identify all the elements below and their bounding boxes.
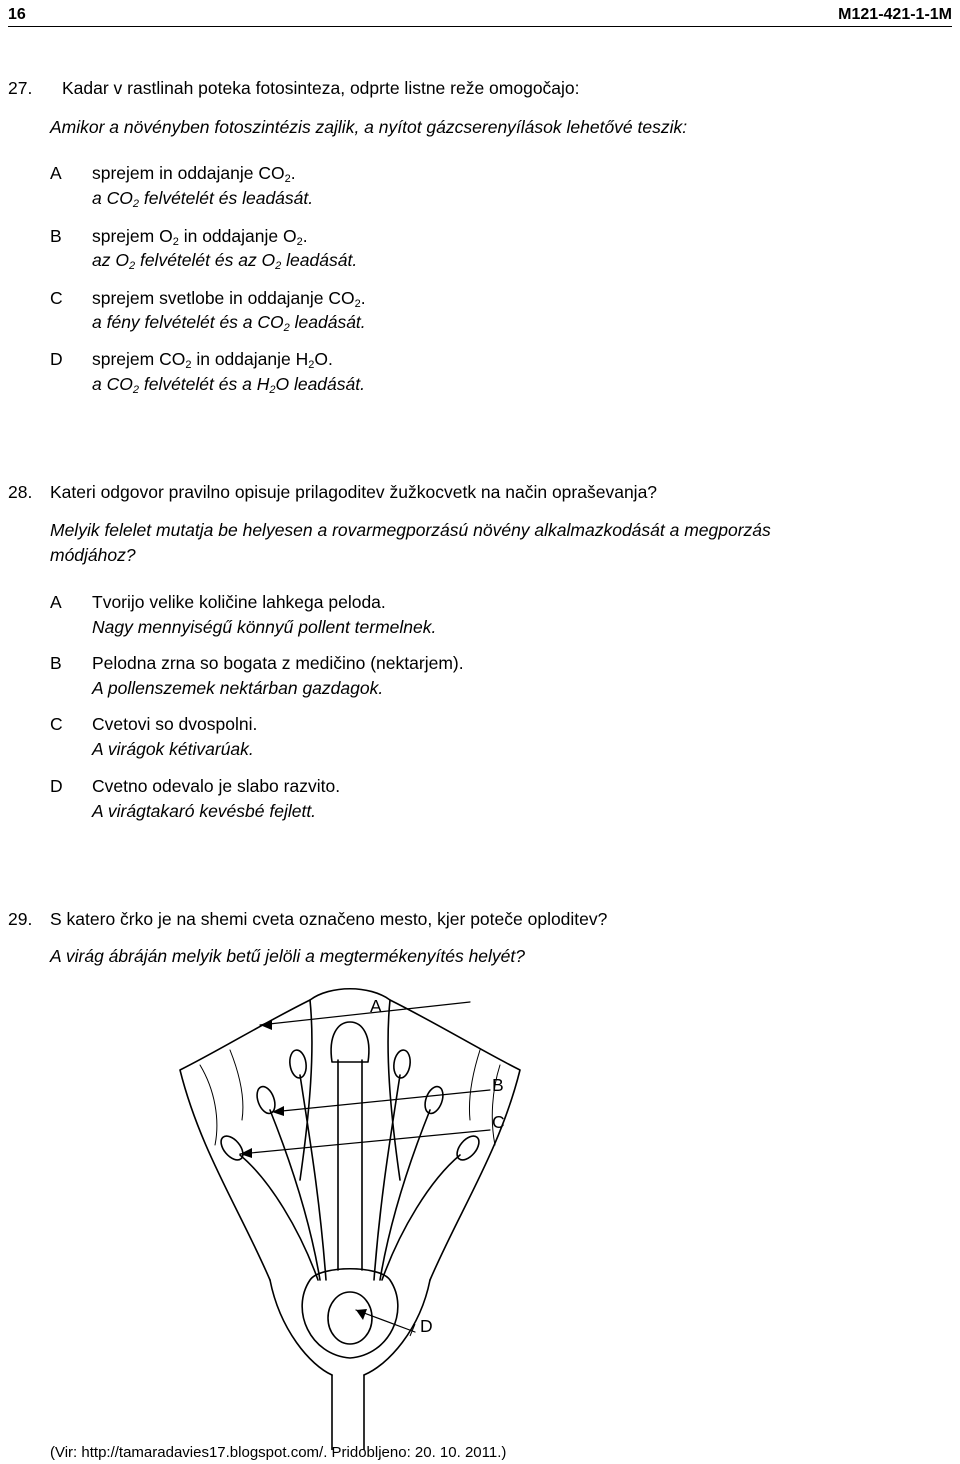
option-letter: D: [50, 776, 63, 796]
q28-number: 28.: [8, 482, 33, 502]
option-text-hu: az $O_2$ felvételét és az $O_2$ leadását.: [92, 250, 358, 272]
diagram-label-d: D: [420, 1316, 433, 1336]
option-text-hu: A pollenszemek nektárban gazdagok.: [92, 678, 384, 698]
option-text-sl: sprejem $CO_2$ in oddajanje $H_2O$.: [92, 349, 333, 371]
page-number: 16: [8, 6, 26, 23]
option-text-sl: sprejem svetlobe in oddajanje $CO_2$.: [92, 288, 366, 310]
option-letter: A: [50, 163, 62, 183]
option-letter: B: [50, 226, 62, 246]
q29-question-sl: S katero črko je na shemi cveta označeno mesto, kjer poteče oploditev?: [50, 909, 608, 929]
option-letter: D: [50, 349, 63, 369]
option-letter: B: [50, 653, 62, 673]
anther: [422, 1084, 447, 1116]
exam-code: M121-421-1-1M: [838, 6, 952, 23]
option-text-sl: Cvetovi so dvospolni.: [92, 714, 258, 734]
style: [338, 1060, 362, 1270]
flower-diagram: [160, 980, 580, 1450]
filament: [380, 1110, 430, 1280]
q28-question-hu-1: Melyik felelet mutatja be helyesen a rovarmegporzású növény alkalmazkodását a megporzás: [50, 520, 771, 540]
stigma: [331, 1022, 369, 1062]
flower-stalk: [332, 1375, 364, 1450]
q28-question-sl: Kateri odgovor pravilno opisuje prilagoditev žužkocvetk na način opraševanja?: [50, 482, 658, 502]
option-text-hu: A virágtakaró kevésbé fejlett.: [92, 801, 317, 821]
anther: [453, 1132, 483, 1164]
option-text-hu: a $CO_2$ felvételét és leadását.: [92, 188, 314, 210]
arrowheads: [240, 1020, 367, 1320]
q29-number: 29.: [8, 909, 33, 929]
diagram-label-c: C: [492, 1112, 505, 1132]
image-source: (Vir: http://tamaradavies17.blogspot.com/. Pridobljeno: 20. 10. 2011.): [50, 1444, 507, 1461]
petal-veins: [200, 1050, 500, 1145]
q27-question-sl: Kadar v rastlinah poteka fotosinteza, odprte listne reže omogočajo:: [62, 78, 580, 98]
petal-left: [180, 1000, 312, 1280]
diagram-label-b: B: [492, 1075, 504, 1095]
option-text-hu: A virágok kétivarúak.: [92, 739, 254, 759]
option-text-sl: sprejem $O_2$ in oddajanje $O_2$.: [92, 226, 308, 248]
q28-question-hu-2: módjához?: [50, 545, 136, 565]
option-text-hu: a fény felvételét és a $CO_2$ leadását.: [92, 312, 366, 334]
option-text-sl: Tvorijo velike količine lahkega peloda.: [92, 592, 386, 612]
q29-question-hu: A virág ábráján melyik betű jelöli a megtermékenyítés helyét?: [50, 946, 526, 966]
q27-number: 27.: [8, 78, 33, 98]
option-letter: A: [50, 592, 62, 612]
option-text-sl: sprejem in oddajanje $CO_2$.: [92, 163, 296, 185]
ovule: [328, 1292, 372, 1344]
filament: [374, 1075, 400, 1280]
option-text-sl: Pelodna zrna so bogata z medičino (nektarjem).: [92, 653, 464, 673]
page-header: [8, 4, 952, 27]
q27-question-hu: Amikor a növényben fotoszintézis zajlik, a nyítot gázcserenyílások lehetővé teszik:: [50, 117, 688, 137]
petal-right: [388, 1000, 520, 1280]
option-text-hu: Nagy mennyiségű könnyű pollent termelnek.: [92, 617, 437, 637]
anther: [288, 1049, 308, 1079]
option-letter: C: [50, 288, 63, 308]
option-text-hu: a $CO_2$ felvételét és a $H_2O$ leadását.: [92, 374, 365, 396]
filament: [300, 1075, 326, 1280]
filament: [270, 1110, 320, 1280]
receptacle: [270, 1280, 430, 1375]
anther: [217, 1132, 247, 1164]
option-text-sl: Cvetno odevalo je slabo razvito.: [92, 776, 341, 796]
diagram-label-a: A: [370, 996, 382, 1016]
leader-lines: [240, 1002, 490, 1332]
option-letter: C: [50, 714, 63, 734]
anther: [392, 1049, 412, 1079]
